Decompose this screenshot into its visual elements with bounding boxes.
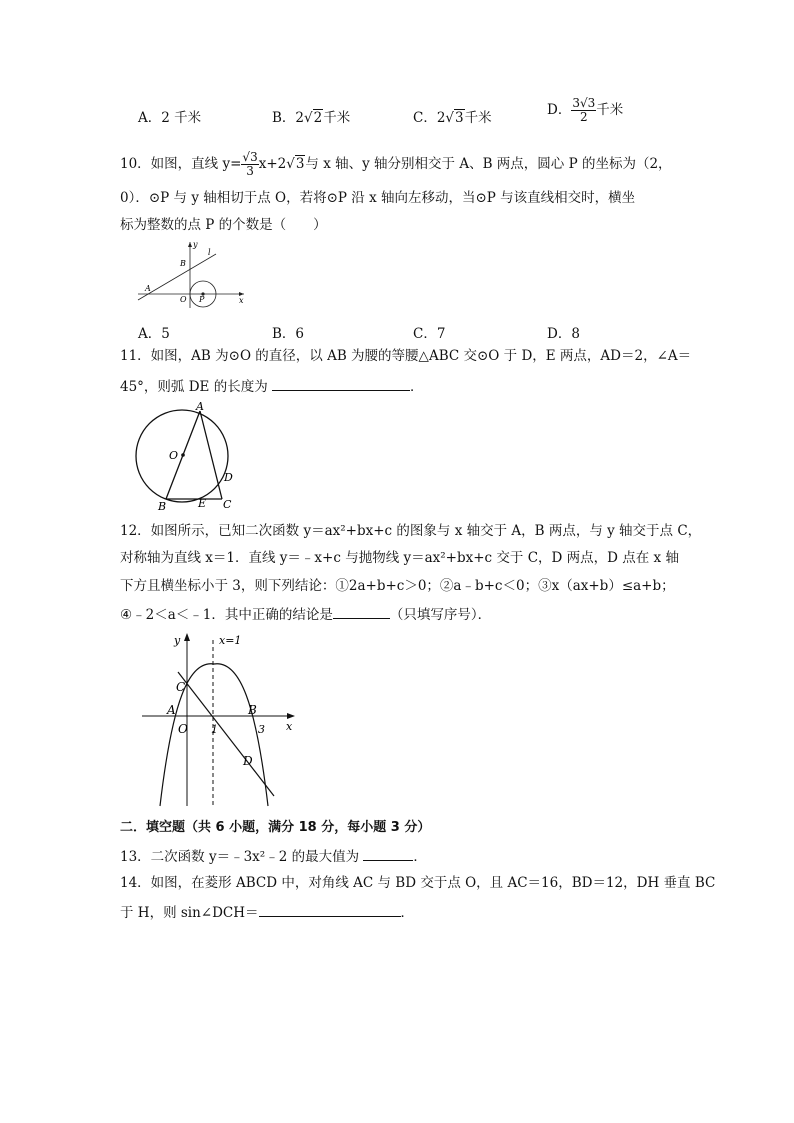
q14-answer-blank[interactable] (259, 902, 401, 917)
q10-text-c: 与 x 轴、y 轴分别相交于 A、B 两点，圆心 P 的坐标为（2， (305, 156, 672, 172)
q9-option-c-prefix: C．2 (413, 110, 446, 126)
q11-label-a: A (196, 400, 204, 413)
q10-line-3: 标为整数的点 P 的个数是（ ） (120, 217, 327, 233)
q11-side-ac (200, 411, 222, 499)
q10-label-x: x (239, 296, 244, 305)
q10-fraction (241, 151, 258, 178)
q12-text-end: （只填写序号）． (389, 607, 492, 623)
q13-line (120, 846, 427, 866)
q13-text-end: ． (413, 849, 427, 865)
q10-option-b: B．6 (272, 326, 305, 342)
q12-label-x: x (286, 720, 293, 733)
q12-label-d: D (243, 754, 253, 768)
q14-text-end: ． (400, 905, 415, 921)
q10-line-2: 0）．⊙P 与 y 轴相切于点 O，若将⊙P 沿 x 轴向左移动，当⊙P 与该直线相交时，横坐 (120, 190, 636, 206)
q12-line-3: 下方且横坐标小于 3，则下列结论：①2a+b+c＞0；②a﹣b+c＜0；③x（ax+b）≤a+b； (120, 578, 675, 594)
q9-option-d-suffix: 千米 (596, 102, 624, 118)
q9-option-b-suffix: 千米 (323, 110, 351, 126)
q10-label-y: y (193, 240, 198, 249)
q11-text: 45°，则弧 DE 的长度为 (120, 379, 268, 395)
fraction-numerator: √3 (242, 150, 258, 164)
q9-option-d (547, 97, 623, 124)
q12-label-a: A (167, 703, 176, 717)
q12-label-o: O (178, 722, 188, 736)
q11-text-end: ． (410, 379, 424, 395)
q14-line-2 (120, 902, 414, 922)
q10-y-arrow (188, 242, 192, 247)
q10-option-d: D．8 (547, 326, 580, 342)
q9-option-c-radicand: 3 (455, 110, 464, 126)
q12-answer-blank[interactable] (333, 604, 390, 619)
fraction-denominator: 2 (579, 110, 588, 124)
q9-option-c (413, 106, 492, 126)
q11-label-d: D (224, 471, 233, 484)
q11-center-o (181, 453, 185, 457)
q9-option-c-suffix: 千米 (464, 110, 492, 126)
q9-option-b (272, 106, 350, 126)
q12-y-arrow (184, 633, 190, 641)
q11-figure (134, 400, 242, 512)
q12-label-x-eq-1: x=1 (219, 634, 242, 647)
q9-option-b-prefix: B．2 (272, 110, 305, 126)
fraction-numerator: 3√3 (572, 96, 596, 110)
q12-label-y: y (174, 634, 181, 647)
q12-label-c: C (176, 680, 186, 694)
q11-label-b: B (158, 500, 167, 512)
q12-line-1: 12．如图所示，已知二次函数 y＝ax²+bx+c 的图象与 x 轴交于 A，B 两点，与 y 轴交于点 C， (120, 523, 702, 539)
q10-radicand: 3 (295, 156, 305, 172)
q12-label-3: 3 (258, 723, 265, 736)
q14-line-1: 14．如图，在菱形 ABCD 中，对角线 AC 与 BD 交于点 O，且 AC＝16，BD＝12，DH 垂直 BC (120, 875, 716, 891)
sqrt-sign: √ (304, 110, 313, 126)
q9-option-d-prefix: D． (547, 102, 572, 118)
q10-text-b: x+2 (258, 156, 287, 172)
section-2-heading: 二．填空题（共 6 小题，满分 18 分，每小题 3 分） (120, 820, 431, 835)
q10-label-p: P (199, 295, 205, 304)
q10-figure (136, 238, 248, 310)
q12-figure (140, 630, 300, 808)
q12-label-b: B (248, 703, 257, 717)
q9-option-a (138, 106, 201, 126)
q10-label-b: B (180, 259, 186, 268)
q10-label-l: l (208, 248, 211, 257)
q11-label-e: E (198, 497, 207, 510)
q13-answer-blank[interactable] (363, 846, 413, 861)
q10-line-1 (120, 151, 672, 178)
q11-label-o: O (169, 449, 179, 462)
q10-text-a: 10．如图，直线 y= (120, 156, 242, 172)
q10-label-a: A (145, 284, 151, 293)
q12-label-1: 1 (211, 723, 218, 736)
q11-label-c: C (223, 498, 232, 511)
q11-line-2 (120, 376, 424, 396)
q9-option-a-text: A．2 千米 (138, 110, 202, 126)
q13-text: 13．二次函数 y＝﹣3x²﹣2 的最大值为 (120, 849, 360, 865)
q10-label-o: O (180, 295, 187, 304)
q12-text: ④﹣2＜a＜﹣1．其中正确的结论是 (120, 607, 333, 623)
q11-answer-blank[interactable] (272, 376, 410, 391)
q10-option-c: C．7 (413, 326, 446, 342)
q9-option-d-fraction (571, 97, 596, 124)
q14-text: 于 H，则 sin∠DCH＝ (120, 905, 259, 921)
fraction-denominator: 3 (246, 164, 254, 178)
q9-option-b-radicand: 2 (313, 110, 323, 126)
q12-x-arrow (287, 713, 295, 719)
q12-line-4 (120, 604, 491, 624)
sqrt-sign: √ (286, 156, 295, 172)
q12-line-2: 对称轴为直线 x＝1．直线 y＝﹣x+c 与抛物线 y＝ax²+bx+c 交于 C，D 两点，D 点在 x 轴 (120, 550, 679, 566)
sqrt-sign: √ (445, 110, 455, 126)
q10-option-a: A．5 (138, 326, 170, 342)
q11-line-1: 11．如图，AB 为⊙O 的直径，以 AB 为腰的等腰△ABC 交⊙O 于 D，E 两点，AD＝2，∠A＝ (120, 348, 692, 364)
